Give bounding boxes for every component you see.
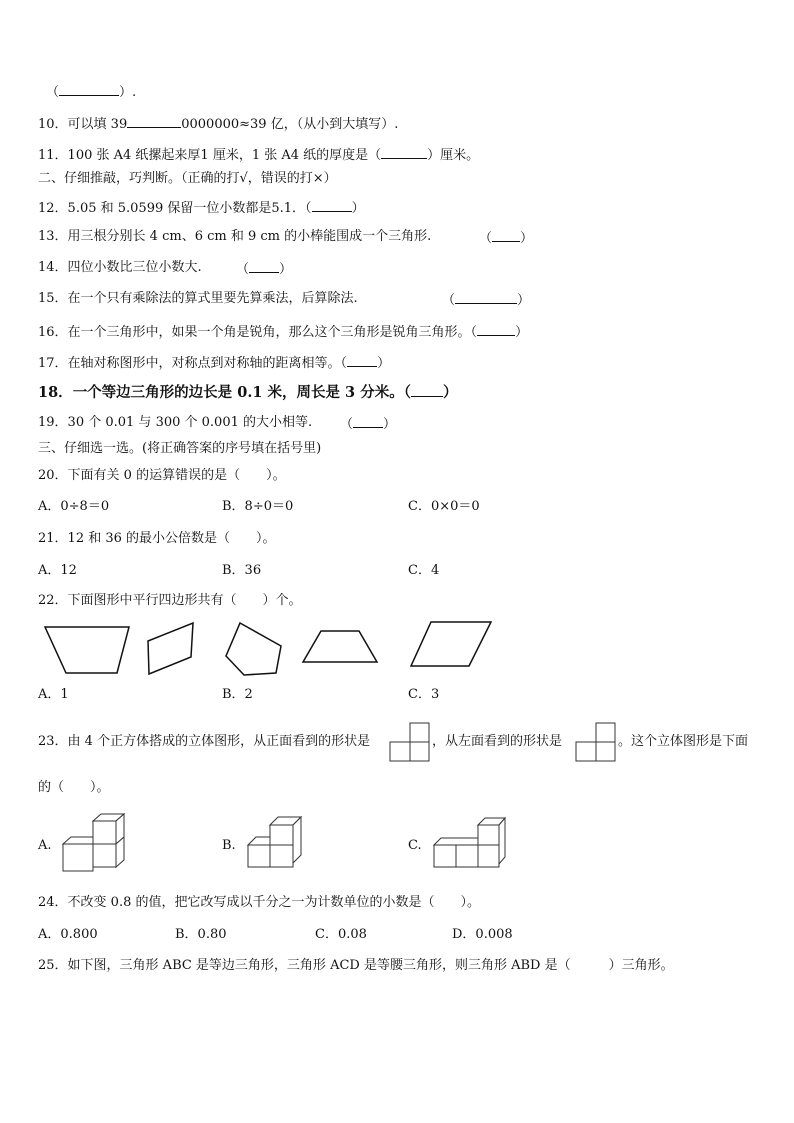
question-13-paren: （ ）	[479, 231, 534, 246]
answer-blank[interactable]	[455, 291, 517, 304]
cube-figure-c	[433, 817, 509, 871]
question-25: 25．如下图，三角形 ABC 是等边三角形，三角形 ACD 是等腰三角形，则三角形 ABD 是（ ）三角形。	[38, 958, 674, 973]
q24-option-c[interactable]: C．0.08	[315, 927, 367, 942]
question-18: 18．一个等边三角形的边长是 0.1 米，周长是 3 分米。（ ）	[38, 384, 458, 401]
question-19: 19．30 个 0.01 与 300 个 0.001 的大小相等.	[38, 415, 313, 430]
question-15: 15．在一个只有乘除法的算式里要先算乘法，后算除法.	[38, 291, 358, 306]
answer-blank[interactable]	[59, 83, 119, 96]
answer-blank[interactable]	[477, 323, 515, 336]
q21-option-c[interactable]: C．4	[408, 563, 440, 578]
q20-option-b[interactable]: B．8÷0＝0	[222, 499, 294, 514]
shape-trapezoid-irregular	[44, 625, 130, 675]
question-13: 13．用三根分别长 4 cm、6 cm 和 9 cm 的小棒能围成一个三角形.	[38, 229, 432, 244]
q23-option-b[interactable]: B.	[222, 838, 236, 853]
question-16: 16．在一个三角形中，如果一个角是锐角，那么这个三角形是锐角三角形。（ ）	[38, 325, 529, 340]
answer-blank[interactable]	[249, 260, 279, 273]
q21-option-b[interactable]: B．36	[222, 563, 262, 578]
answer-blank[interactable]	[127, 115, 181, 128]
question-20: 20．下面有关 0 的运算错误的是（ ）。	[38, 468, 286, 483]
q23-option-a[interactable]: A.	[38, 838, 52, 853]
section-2-heading: 二、仔细推敲，巧判断。（正确的打√，错误的打×）	[38, 171, 337, 186]
q24-option-a[interactable]: A．0.800	[38, 927, 98, 942]
question-12: 12．5.05 和 5.0599 保留一位小数都是5.1．（ ）	[38, 201, 365, 216]
q20-option-c[interactable]: C．0×0＝0	[408, 499, 480, 514]
q22-option-a[interactable]: A．1	[38, 687, 69, 702]
answer-blank[interactable]	[347, 354, 377, 367]
front-view-figure	[389, 722, 431, 762]
answer-blank[interactable]	[411, 384, 443, 397]
question-17: 17．在轴对称图形中，对称点到对称轴的距离相等。（ ）	[38, 356, 391, 371]
cube-figure-b	[247, 815, 303, 871]
question-23-part4: 的（ ）。	[38, 780, 110, 795]
question-19-paren: （ ）	[340, 417, 397, 432]
question-10: 10．可以填 39 0000000≈39 亿，（从小到大填写）.	[38, 117, 399, 132]
q23-option-c[interactable]: C.	[408, 838, 422, 853]
question-11: 11．100 张 A4 纸摞起来厚1 厘米，1 张 A4 纸的厚度是（ ）厘米。	[38, 148, 480, 163]
q9-tail: （ ）.	[46, 85, 137, 100]
q22-option-b[interactable]: B．2	[222, 687, 253, 702]
q22-option-c[interactable]: C．3	[408, 687, 440, 702]
shape-trapezoid	[301, 629, 379, 665]
shape-pentagon	[224, 621, 284, 677]
question-23-part3: 。这个立体图形是下面	[618, 734, 749, 749]
question-21: 21．12 和 36 的最小公倍数是（ ）。	[38, 531, 276, 546]
question-14: 14．四位小数比三位小数大.	[38, 260, 202, 275]
answer-blank[interactable]	[353, 415, 383, 428]
question-23-part2: ，从左面看到的形状是	[432, 734, 563, 749]
answer-blank[interactable]	[381, 146, 427, 159]
answer-blank[interactable]	[492, 229, 520, 242]
question-15-paren: （ ）	[442, 293, 531, 308]
section-3-heading: 三、仔细选一选。(将正确答案的序号填在括号里)	[38, 441, 322, 456]
question-23-part1: 23．由 4 个正方体搭成的立体图形，从正面看到的形状是	[38, 734, 371, 749]
q24-option-b[interactable]: B．0.80	[175, 927, 227, 942]
question-14-paren: （ ）	[236, 262, 293, 277]
shape-parallelogram-1	[146, 621, 194, 677]
q21-option-a[interactable]: A．12	[38, 563, 77, 578]
question-24: 24．不改变 0.8 的值，把它改写成以千分之一为计数单位的小数是（ ）。	[38, 895, 480, 910]
left-view-figure	[575, 722, 617, 762]
cube-figure-a	[62, 813, 128, 873]
q20-option-a[interactable]: A．0÷8＝0	[38, 499, 110, 514]
answer-blank[interactable]	[312, 199, 352, 212]
shape-parallelogram-2	[409, 620, 493, 668]
question-22: 22．下面图形中平行四边形共有（ ）个。	[38, 593, 302, 608]
q24-option-d[interactable]: D．0.008	[452, 927, 513, 942]
